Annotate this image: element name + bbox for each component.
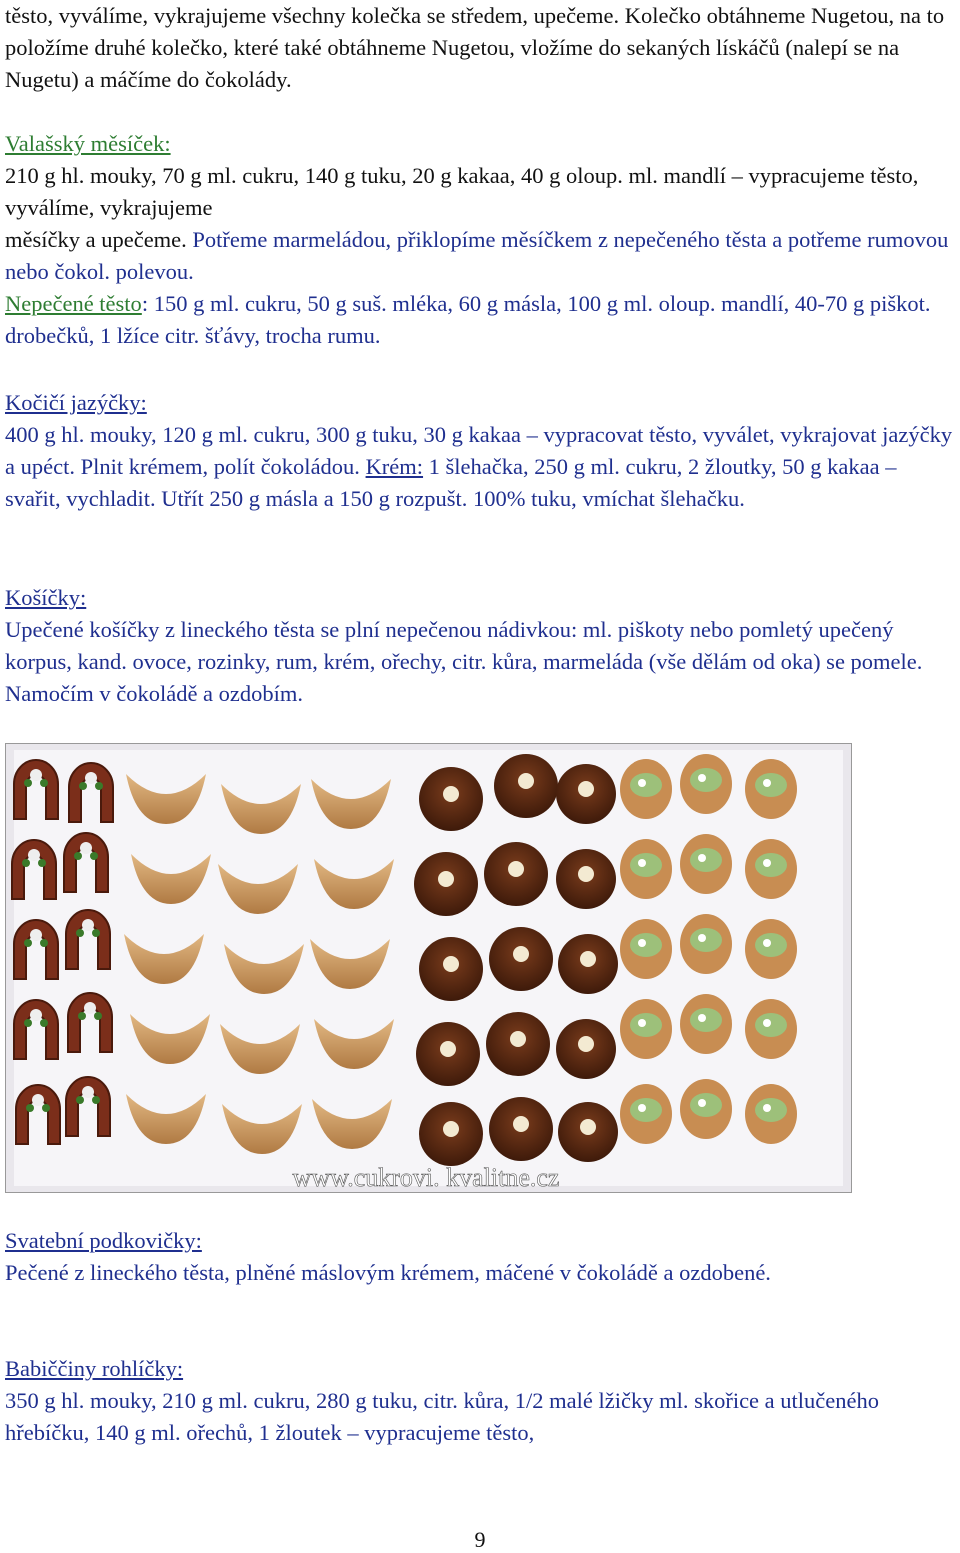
valassky-section bbox=[5, 128, 955, 352]
krem-label: Krém: bbox=[365, 454, 424, 479]
valassky-text-3: Potřeme marmeládou, přiklopíme měsíčkem z nepečeného těsta a potřeme rumovou nebo čokol. polevou. bbox=[5, 227, 949, 284]
kocici-text-1: 400 g hl. mouky, 120 g ml. cukru, 300 g tuku, 30 g kakaa – vypracovat těsto, vyválet, vykrajovat jazýčky a upéct. Plnit krémem, polít čokoládou. bbox=[5, 422, 953, 479]
svatebni-section bbox=[5, 1225, 955, 1289]
page-number: 9 bbox=[474, 1527, 486, 1552]
intro-paragraph: těsto, vyválíme, vykrajujeme všechny kolečka se středem, upečeme. Kolečko obtáhneme Nugetou, na to položíme druhé kolečko, které také obtáhneme Nugetou, vložíme do sekaných lískáčů (nalepí se na Nugetu) a máčíme do čokolády. bbox=[5, 3, 945, 92]
valassky-text-2: měsíčky a upečeme. bbox=[5, 227, 187, 252]
kosicky-section bbox=[5, 582, 955, 710]
cookies-photo bbox=[5, 743, 852, 1193]
babicciny-heading: Babiččiny rohlíčky: bbox=[5, 1356, 184, 1381]
kocici-section bbox=[5, 387, 955, 515]
chocolate-disc-cookies bbox=[414, 754, 618, 1166]
valassky-heading: Valašský měsíček: bbox=[5, 131, 171, 156]
cookies-tray-illustration bbox=[6, 744, 851, 1192]
svatebni-heading: Svatební podkovičky: bbox=[5, 1228, 202, 1253]
svatebni-text: Pečené z lineckého těsta, plněné máslovým krémem, máčené v čokoládě a ozdobené. bbox=[5, 1260, 771, 1285]
kocici-text-2: 1 šlehačka, 250 g ml. cukru, 2 žloutky, 50 g kakaa – svařit, vychladit. Utřít 250 g másla a 150 g rozpušt. 100% tuku, vmíchat šlehačku. bbox=[5, 454, 897, 511]
basket-cookies bbox=[620, 754, 797, 1144]
babicciny-section bbox=[5, 1353, 955, 1449]
photo-watermark: www.cukrovi. kvalitne.cz bbox=[292, 1163, 560, 1192]
kocici-heading: Kočičí jazýčky: bbox=[5, 390, 147, 415]
valassky-text-1: 210 g hl. mouky, 70 g ml. cukru, 140 g tuku, 20 g kakaa, 40 g oloup. ml. mandlí – vypracujeme těsto, vyválíme, vykrajujeme bbox=[5, 163, 919, 220]
kosicky-text: Upečené košíčky z lineckého těsta se plní nepečenou nádivkou: ml. piškoty nebo pomletý upečený korpus, kand. ovoce, rozinky, rum, krém, ořechy, citr. kůra, marmeláda (vše dělám od oka) se pomele. Namočím v čokoládě a ozdobím. bbox=[5, 617, 923, 706]
nepecene-text: : 150 g ml. cukru, 50 g suš. mléka, 60 g másla, 100 g ml. oloup. mandlí, 40-70 g piškot. drobečků, 1 lžíce citr. šťávy, trocha rumu. bbox=[5, 291, 931, 348]
kosicky-heading: Košíčky: bbox=[5, 585, 87, 610]
nepecene-label: Nepečené těsto bbox=[5, 291, 142, 316]
babicciny-text: 350 g hl. mouky, 210 g ml. cukru, 280 g tuku, citr. kůra, 1/2 malé lžičky ml. skořice a utlučeného hřebíčku, 140 g ml. ořechů, 1 žloutek – vypracujeme těsto, bbox=[5, 1388, 879, 1445]
